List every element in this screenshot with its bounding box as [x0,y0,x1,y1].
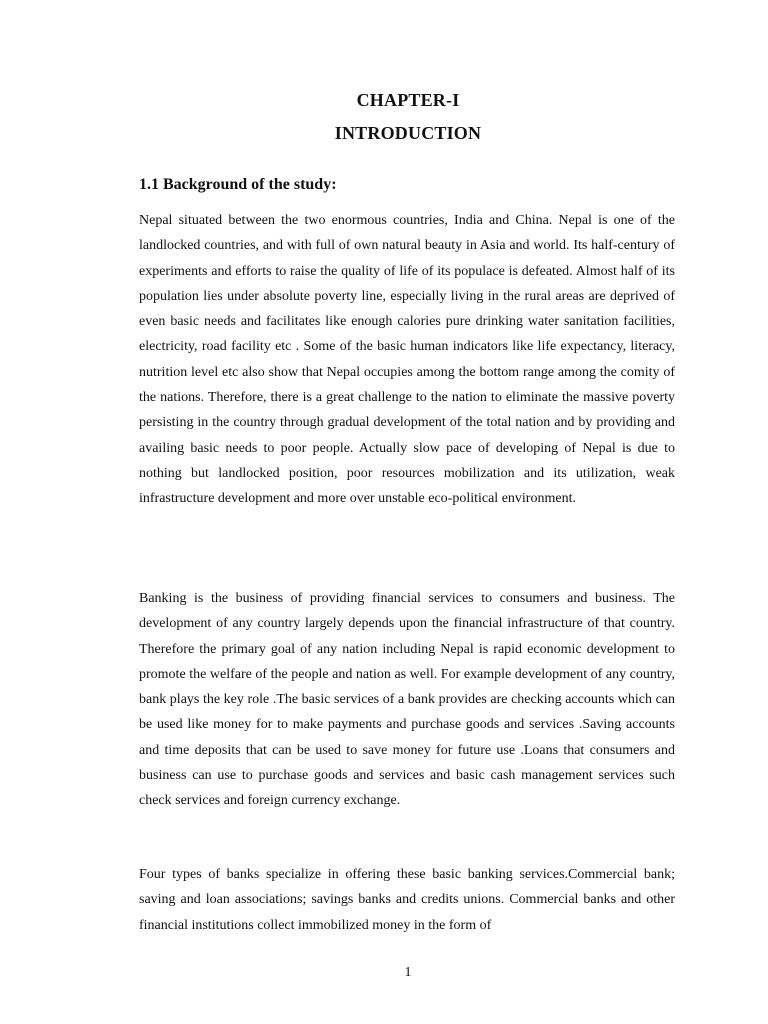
chapter-label: CHAPTER-I [356,90,460,110]
body-paragraph: Nepal situated between the two enormous countries, India and China. Nepal is one of the landlocked countries, and with full of own natural beauty in Asia and world. Its half-century of experiments and efforts to raise the quality of life of its populace is defeated. Almost half of its population lies under absolute poverty line, especially living in the rural areas are deprived of even basic needs and facilitates like enough calories pure drinking water sanitation facilities, electricity, road facility etc . Some of the basic human indicators like life expectancy, literacy, nutrition level etc also show that Nepal occupies among the bottom range among the comity of the nations. Therefore, there is a great challenge to the nation to eliminate the massive poverty persisting in the country through gradual development of the total nation and by providing and availing basic needs to poor people. Actually slow pace of developing of Nepal is due to nothing but landlocked position, poor resources mobilization and its utilization, weak infrastructure development and more over unstable eco-political environment. [139,213,675,507]
page-number: 1 [404,965,412,980]
body-paragraph: Banking is the business of providing financial services to consumers and business. The development of any country largely depends upon the financial infrastructure of that country. Therefore the primary goal of any nation including Nepal is rapid economic development to promote the welfare of the people and nation as well. For example development of any country, bank plays the key role .The basic services of a bank provides are checking accounts which can be used like money for to make payments and purchase goods and services .Saving accounts and time deposits that can be used to save money for future use .Loans that consumers and business can use to purchase goods and services and basic cash management services such check services and foreign currency exchange. [139,591,675,809]
body-paragraph: Four types of banks specialize in offering these basic banking services.Commercial bank; saving and loan associations; savings banks and credits unions. Commercial banks and other financial institutions collect immobilized money in the form of [139,867,675,933]
section-heading: 1.1 Background of the study: [139,176,337,193]
chapter-title: INTRODUCTION [334,123,482,143]
